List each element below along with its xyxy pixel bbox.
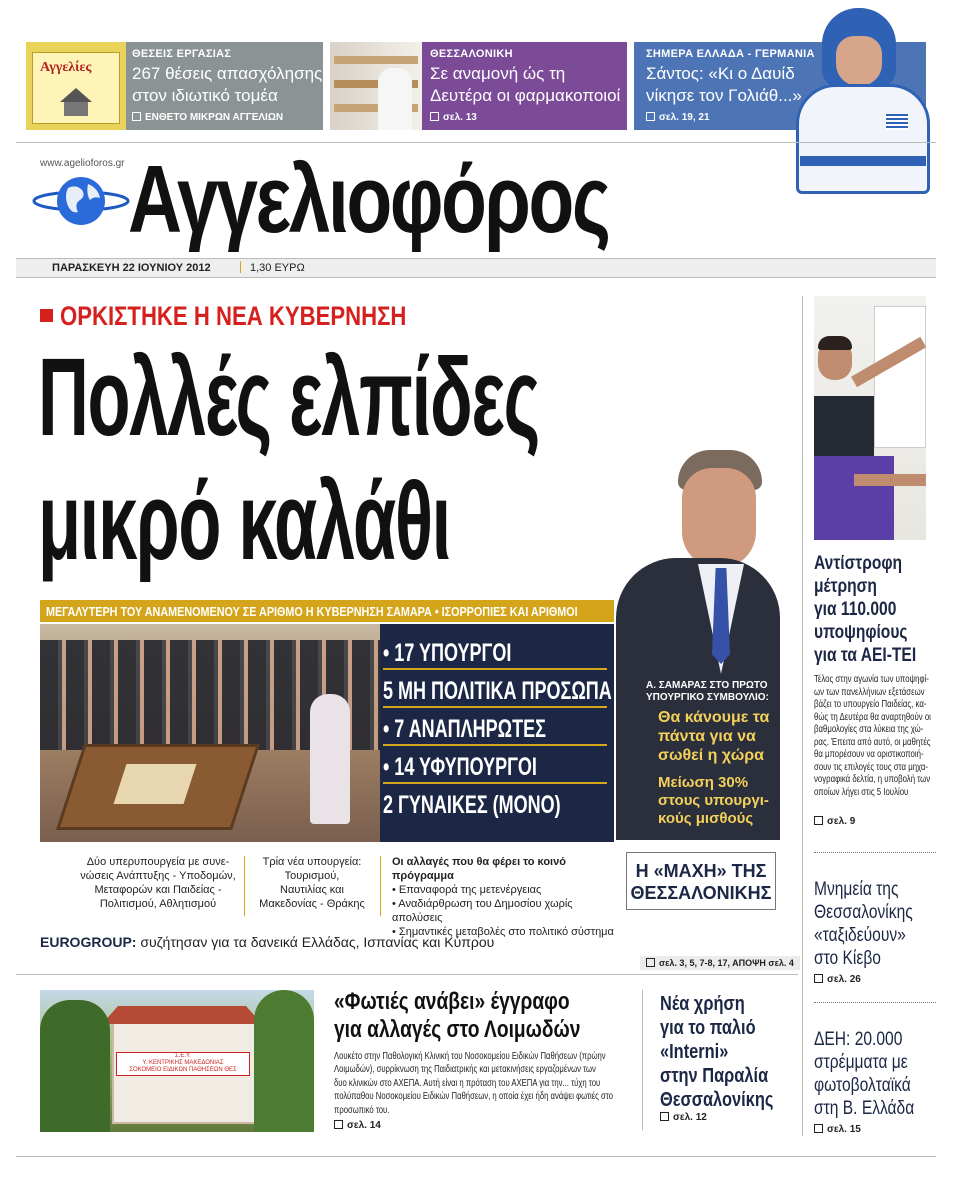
page-bottom-rule — [16, 1156, 936, 1157]
battle-box-line-2: ΘΕΣΣΑΛΟΝΙΚΗΣ — [630, 883, 772, 903]
battle-box[interactable] — [626, 852, 776, 910]
lead-bottom-rule — [16, 974, 798, 975]
teaser-football-title-2: νίκησε τον Γολιάθ...» — [646, 86, 802, 105]
notice-board — [874, 306, 926, 448]
teaser-football-kicker: ΣΗΜΕΡΑ ΕΛΛΑΔΑ - ΓΕΡΜΑΝΙΑ — [646, 48, 815, 60]
teaser-football-title-1: Σάντος: «Κι ο Δαυίδ — [646, 64, 795, 83]
coach-jacket — [796, 84, 930, 194]
teaser-jobs-ref: ΕΝΘΕΤΟ ΜΙΚΡΩΝ ΑΓΓΕΛΙΩΝ — [132, 112, 283, 123]
exams-body: Τέλος στην αγωνία των υποψηφί- ων των πανελλήνιων εξετάσεων βάζει το υπουργείο Παιδείας, κα- θώς τη Δευτέρα θα αναρτηθούν οι βαθμολογίες στα λύκεια της χώ- ρας. Έπειτα από αυτό, οι μαθητές θα μπορέσουν να οριστικοποιή- σουν τις επιλογές τους στα μηχα- νογραφικά δελτία, η υποβολή των οποίων λήγει στις 5 Ιουλίου — [814, 674, 931, 798]
student-hair — [818, 336, 852, 350]
hospital-sign: Σ.Ε.Υ. Υ. ΚΕΝΤΡΙΚΗΣ ΜΑΚΕΔΟΝΙΑΣ ΣΟΚΟΜΕΙΟ ΕΙΔΙΚΩΝ ΠΑΘΗΣΕΩΝ ΘΕΣ — [116, 1052, 250, 1076]
lead-gold-bar — [40, 600, 614, 622]
cabinet-document — [114, 764, 197, 804]
masthead-top-rule — [16, 142, 936, 143]
student2-arm — [854, 474, 926, 486]
quote-text: Θα κάνουμε τα πάντα για να σωθεί η χώρα — [658, 709, 770, 764]
cabinet-photo — [40, 624, 380, 842]
hospital-ref[interactable]: σελ. 14 — [334, 1120, 381, 1131]
lead-col-1: Δύο υπερυπουργεία με συνε- νώσεις Ανάπτυξης - Υποδομών, Μεταφορών και Παιδείας - Πολιτισμού, Αθλητισμού — [80, 856, 236, 910]
tree-right — [254, 990, 314, 1132]
dei-headline[interactable]: ΔΕΗ: 20.000 στρέμματα με φωτοβολταϊκά στη Β. Ελλάδα — [814, 1029, 915, 1119]
battle-box-line-1: Η «ΜΑΧΗ» ΤΗΣ — [635, 861, 767, 881]
site-url[interactable]: www.agelioforos.gr — [40, 158, 125, 169]
interni-ref[interactable]: σελ. 12 — [660, 1112, 707, 1123]
fact-item: 5 ΜΗ ΠΟΛΙΤΙΚΑ ΠΡΟΣΩΠΑ — [383, 676, 607, 714]
fact-item: • 14 ΥΦΥΠΟΥΡΓΟΙ — [383, 752, 607, 790]
teaser-pharmacies-kicker: ΘΕΣΣΑΛΟΝΙΚΗ — [430, 48, 513, 60]
students-photo — [814, 296, 926, 540]
pharmacist-figure — [378, 68, 412, 130]
lead-col-3-title: Οι αλλαγές που θα φέρει το κοινό πρόγραμμα — [392, 856, 566, 882]
samaras-face — [682, 468, 756, 568]
lead-refs[interactable]: σελ. 3, 5, 7-8, 17, ΑΠΟΨΗ σελ. 4 — [640, 956, 800, 970]
lead-col-3: Οι αλλαγές που θα φέρει το κοινό πρόγραμμα • Επαναφορά της μετενέργειας • Αναδιάρθρωση του Δημοσίου χωρίς απολύσεις • Σημαντικές μεταβολές στο πολιτικό σύστημα — [392, 855, 624, 939]
student2-shirt — [814, 456, 894, 540]
teaser-pharmacies-title-1: Σε αναμονή ώς τη — [430, 64, 566, 83]
teaser-jobs[interactable] — [26, 42, 323, 130]
lead-col-2: Τρία νέα υπουργεία: Τουρισμού, Ναυτιλίας και Μακεδονίας - Θράκης — [259, 856, 365, 910]
masthead-title: Αγγελιοφόρος — [128, 146, 609, 253]
insert-label: Αγγελίες — [40, 60, 92, 75]
coach-arm-stripe — [800, 156, 926, 166]
exams-headline[interactable]: Αντίστροφη μέτρηση για 110.000 υποψηφίους για τα ΑΕΙ-ΤΕΙ — [814, 553, 917, 666]
lead-gold-bar-text: ΜΕΓΑΛΥΤΕΡΗ ΤΟΥ ΑΝΑΜΕΝΟΜΕΝΟΥ ΣΕ ΑΡΙΘΜΟ Η ΚΥΒΕΡΝΗΣΗ ΣΑΜΑΡΑ • ΙΣΟΡΡΟΠΙΕΣ ΚΑΙ ΑΡΙΘΜΟΙ — [46, 604, 578, 619]
fact-item: • 17 ΥΠΟΥΡΓΟΙ — [383, 638, 607, 676]
interni-divider — [642, 990, 643, 1130]
sidebar-dotted-rule-1 — [814, 852, 936, 853]
lead-headline-1: Πολλές ελπίδες — [38, 336, 539, 459]
coach-face — [836, 36, 882, 86]
hospital-roof — [102, 1006, 262, 1024]
quote2-text: Μείωση 30% στους υπουργι- κούς μισθούς — [658, 774, 769, 827]
teaser-jobs-title-2: στον ιδιωτικό τομέα — [132, 86, 278, 105]
teaser-jobs-title-1: 267 θέσεις απασχόλησης — [132, 64, 323, 83]
teaser-jobs-photo — [26, 42, 126, 130]
monuments-headline[interactable]: Μνημεία της Θεσσαλονίκης «ταξιδεύουν» στο Κίεβο — [814, 879, 913, 969]
eurogroup-text: συζήτησαν για τα δανεικά Ελλάδας, Ισπανίας και Κύπρου — [140, 934, 495, 950]
eurogroup-label: EUROGROUP: — [40, 934, 137, 950]
shelf-1 — [334, 56, 418, 64]
tree-left — [40, 1000, 110, 1132]
globe-logo-icon — [32, 172, 130, 230]
teaser-pharmacies[interactable] — [330, 42, 627, 130]
col-divider-1 — [244, 856, 245, 916]
teaser-pharmacies-title-2: Δευτέρα οι φαρμακοποιοί — [430, 86, 621, 105]
teaser-football-ref: σελ. 19, 21 — [646, 112, 710, 123]
sidebar-dotted-rule-2 — [814, 1002, 936, 1003]
teaser-pharmacies-photo — [330, 42, 422, 130]
issue-price: 1,30 ΕΥΡΩ — [250, 262, 305, 274]
interni-headline[interactable]: Νέα χρήση για το παλιό «Interni» στην Παραλία Θεσσαλονίκης — [660, 993, 774, 1111]
house-body — [64, 102, 88, 116]
greek-flag-icon — [886, 114, 908, 130]
student-shirt — [814, 396, 874, 456]
lead-kicker: ΟΡΚΙΣΤΗΚΕ Η ΝΕΑ ΚΥΒΕΡΝΗΣΗ — [60, 301, 407, 331]
hospital-body: Λουκέτο στην Παθολογική Κλινική του Νοσοκομείου Ειδικών Παθήσεων (πρώην Λοιμωδών), συρρίκνωση της Παιδιατρικής και μετακινήσεις εργαζομένων των δυο κλινικών στο ΑΧΕΠΑ. Αυτή είναι η πρόταση του ΑΧΕΠΑ για την... τύχη του πολύπαθου Νοσοκομείου Ειδικών Παθήσεων, η οποία έχει ήδη ανάψει φωτιές στο προσωπικό του. — [334, 1051, 613, 1116]
lead-headline-2: μικρό καλάθι — [38, 460, 451, 583]
hospital-headline-2: για αλλαγές στο Λοιμωδών — [334, 1016, 581, 1043]
teaser-jobs-kicker: ΘΕΣΕΙΣ ΕΡΓΑΣΙΑΣ — [132, 48, 232, 60]
facts-list — [383, 638, 612, 828]
woman-in-white — [310, 694, 350, 824]
exams-ref[interactable]: σελ. 9 — [814, 816, 855, 827]
quote-kicker-2: ΥΠΟΥΡΓΙΚΟ ΣΥΜΒΟΥΛΙΟ: — [646, 692, 769, 703]
hospital-headline-1: «Φωτιές ανάβει» έγγραφο — [334, 988, 570, 1015]
teaser-pharmacies-ref: σελ. 13 — [430, 112, 477, 123]
date-separator — [240, 261, 241, 273]
col-divider-2 — [380, 856, 381, 916]
quote-kicker-1: Α. ΣΑΜΑΡΑΣ ΣΤΟ ΠΡΩΤΟ — [646, 680, 768, 691]
fact-item: • 7 ΑΝΑΠΛΗΡΩΤΕΣ — [383, 714, 607, 752]
house-icon — [60, 88, 92, 102]
lead-kicker-square — [40, 309, 53, 322]
issue-date: ΠΑΡΑΣΚΕΥΗ 22 ΙΟΥΝΙΟΥ 2012 — [52, 262, 211, 274]
hospital-photo — [40, 990, 314, 1132]
eurogroup-line[interactable] — [40, 934, 494, 950]
fact-item: 2 ΓΥΝΑΙΚΕΣ (ΜΟΝΟ) — [383, 791, 561, 819]
monuments-ref[interactable]: σελ. 26 — [814, 974, 861, 985]
sidebar-divider — [802, 296, 803, 1136]
coach-photo — [790, 6, 940, 256]
dei-ref[interactable]: σελ. 15 — [814, 1124, 861, 1135]
